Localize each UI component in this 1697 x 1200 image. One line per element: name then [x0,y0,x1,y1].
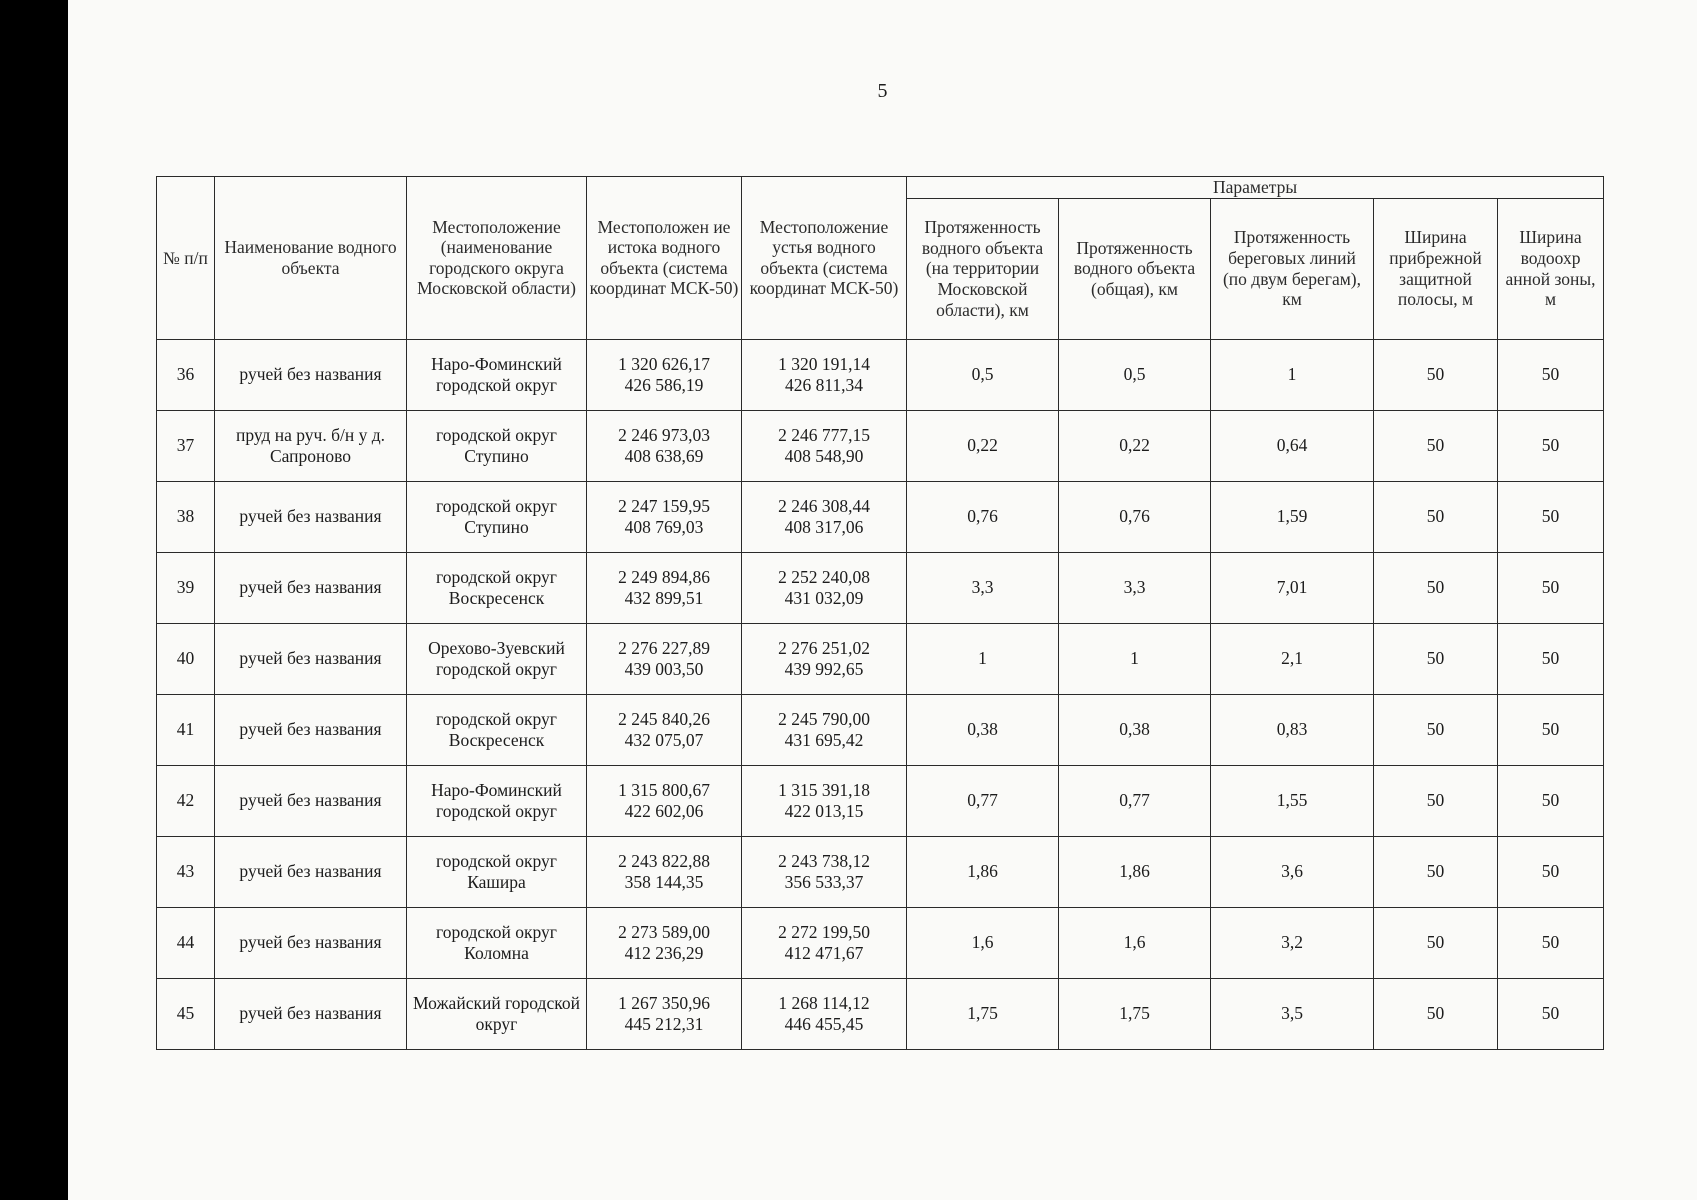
header-protection-zone: Ширина водоохр анной зоны, м [1498,198,1604,339]
document-page [68,0,1697,1200]
header-params-group: Параметры [907,177,1604,199]
cell-shore-length: 3,5 [1211,978,1374,1049]
cell-shore-length: 0,83 [1211,694,1374,765]
cell-number: 41 [157,694,215,765]
mouth-coord-2: 356 533,37 [784,871,864,892]
cell-location: городской округ Воскресенск [407,552,587,623]
cell-coastal-strip: 50 [1374,907,1498,978]
header-length-region: Протяженность водного объекта (на территории Московской области), км [907,198,1059,339]
cell-source [587,410,742,481]
cell-length-region: 0,38 [907,694,1059,765]
cell-location: Орехово-Зуевский городской округ [407,623,587,694]
source-coord-1: 1 320 626,17 [618,354,710,374]
cell-length-total: 1,75 [1059,978,1211,1049]
cell-length-region: 0,5 [907,339,1059,410]
cell-shore-length: 1,55 [1211,765,1374,836]
cell-location: городской округ Кашира [407,836,587,907]
cell-length-region: 0,77 [907,765,1059,836]
cell-length-region: 0,76 [907,481,1059,552]
cell-number: 43 [157,836,215,907]
cell-mouth [742,339,907,410]
source-coord-2: 408 638,69 [624,445,704,466]
scan-black-edge [0,0,68,1200]
cell-location: городской округ Воскресенск [407,694,587,765]
source-coord-2: 422 602,06 [624,800,704,821]
cell-source [587,339,742,410]
cell-coastal-strip: 50 [1374,765,1498,836]
table-row [157,339,1604,410]
table-row [157,978,1604,1049]
table-row [157,765,1604,836]
cell-source [587,836,742,907]
source-coord-2: 432 899,51 [624,587,704,608]
mouth-coord-1: 2 243 738,12 [778,851,870,871]
cell-source [587,481,742,552]
mouth-coord-1: 1 320 191,14 [778,354,870,374]
cell-number: 40 [157,623,215,694]
cell-length-total: 0,76 [1059,481,1211,552]
mouth-coord-1: 1 315 391,18 [778,780,870,800]
page-number: 5 [877,80,888,102]
cell-number: 36 [157,339,215,410]
table-row [157,481,1604,552]
cell-mouth [742,552,907,623]
cell-location: городской округ Ступино [407,481,587,552]
cell-name: ручей без названия [215,623,407,694]
cell-coastal-strip: 50 [1374,836,1498,907]
cell-length-total: 1,86 [1059,836,1211,907]
cell-mouth [742,978,907,1049]
cell-source [587,765,742,836]
source-coord-2: 412 236,29 [624,942,704,963]
cell-protection-zone: 50 [1498,978,1604,1049]
cell-length-region: 0,22 [907,410,1059,481]
cell-mouth [742,410,907,481]
cell-name: ручей без названия [215,694,407,765]
cell-location: Наро-Фоминский городской округ [407,339,587,410]
mouth-coord-2: 412 471,67 [784,942,864,963]
cell-shore-length: 0,64 [1211,410,1374,481]
cell-length-total: 1,6 [1059,907,1211,978]
cell-protection-zone: 50 [1498,765,1604,836]
source-coord-1: 2 245 840,26 [618,709,710,729]
cell-number: 42 [157,765,215,836]
cell-coastal-strip: 50 [1374,694,1498,765]
source-coord-1: 2 247 159,95 [618,496,710,516]
cell-mouth [742,623,907,694]
mouth-coord-1: 2 252 240,08 [778,567,870,587]
mouth-coord-1: 2 245 790,00 [778,709,870,729]
cell-coastal-strip: 50 [1374,552,1498,623]
source-coord-2: 408 769,03 [624,516,704,537]
cell-location: городской округ Коломна [407,907,587,978]
mouth-coord-2: 431 032,09 [784,587,864,608]
cell-shore-length: 1 [1211,339,1374,410]
cell-location: городской округ Ступино [407,410,587,481]
cell-name: ручей без названия [215,907,407,978]
mouth-coord-2: 439 992,65 [784,658,864,679]
table-row [157,694,1604,765]
mouth-coord-2: 426 811,34 [784,374,864,395]
cell-number: 37 [157,410,215,481]
mouth-coord-2: 431 695,42 [784,729,864,750]
header-location: Местоположение (наименование городского округа Московской области) [407,177,587,340]
cell-coastal-strip: 50 [1374,339,1498,410]
cell-coastal-strip: 50 [1374,623,1498,694]
header-name: Наименование водного объекта [215,177,407,340]
cell-name: ручей без названия [215,339,407,410]
source-coord-1: 2 273 589,00 [618,922,710,942]
mouth-coord-1: 2 246 308,44 [778,496,870,516]
cell-mouth [742,481,907,552]
cell-mouth [742,694,907,765]
source-coord-1: 2 243 822,88 [618,851,710,871]
cell-name: ручей без названия [215,765,407,836]
table-row [157,836,1604,907]
cell-length-total: 3,3 [1059,552,1211,623]
cell-number: 38 [157,481,215,552]
cell-mouth [742,765,907,836]
cell-source [587,552,742,623]
mouth-coord-1: 2 272 199,50 [778,922,870,942]
cell-length-total: 0,5 [1059,339,1211,410]
cell-mouth [742,836,907,907]
cell-protection-zone: 50 [1498,623,1604,694]
cell-length-total: 0,22 [1059,410,1211,481]
source-coord-2: 432 075,07 [624,729,704,750]
cell-length-region: 1,6 [907,907,1059,978]
cell-length-region: 1 [907,623,1059,694]
cell-number: 45 [157,978,215,1049]
cell-protection-zone: 50 [1498,552,1604,623]
source-coord-1: 2 249 894,86 [618,567,710,587]
cell-number: 44 [157,907,215,978]
cell-protection-zone: 50 [1498,410,1604,481]
cell-protection-zone: 50 [1498,339,1604,410]
header-source: Местоположен ие истока водного объекта (система координат МСК-50) [587,177,742,340]
cell-protection-zone: 50 [1498,694,1604,765]
cell-name: ручей без названия [215,978,407,1049]
mouth-coord-1: 2 276 251,02 [778,638,870,658]
mouth-coord-2: 408 548,90 [784,445,864,466]
cell-shore-length: 2,1 [1211,623,1374,694]
cell-location: Можайский городской округ [407,978,587,1049]
header-coastal-strip: Ширина прибрежной защитной полосы, м [1374,198,1498,339]
source-coord-2: 358 144,35 [624,871,704,892]
cell-protection-zone: 50 [1498,907,1604,978]
cell-length-total: 0,77 [1059,765,1211,836]
cell-coastal-strip: 50 [1374,978,1498,1049]
source-coord-1: 1 315 800,67 [618,780,710,800]
header-mouth: Местоположение устья водного объекта (система координат МСК-50) [742,177,907,340]
cell-source [587,694,742,765]
source-coord-2: 445 212,31 [624,1013,704,1034]
cell-protection-zone: 50 [1498,481,1604,552]
water-bodies-table [156,176,1604,1050]
cell-name: ручей без названия [215,552,407,623]
cell-location: Наро-Фоминский городской округ [407,765,587,836]
cell-source [587,623,742,694]
cell-name: ручей без названия [215,836,407,907]
header-length-total: Протяженность водного объекта (общая), км [1059,198,1211,339]
mouth-coord-1: 1 268 114,12 [778,993,870,1013]
cell-number: 39 [157,552,215,623]
mouth-coord-2: 408 317,06 [784,516,864,537]
table-row [157,907,1604,978]
cell-length-region: 1,86 [907,836,1059,907]
cell-source [587,978,742,1049]
cell-length-total: 0,38 [1059,694,1211,765]
cell-name: ручей без названия [215,481,407,552]
source-coord-1: 1 267 350,96 [618,993,710,1013]
cell-protection-zone: 50 [1498,836,1604,907]
table-row [157,410,1604,481]
cell-length-region: 1,75 [907,978,1059,1049]
cell-shore-length: 3,6 [1211,836,1374,907]
cell-coastal-strip: 50 [1374,410,1498,481]
cell-shore-length: 7,01 [1211,552,1374,623]
cell-shore-length: 1,59 [1211,481,1374,552]
cell-length-total: 1 [1059,623,1211,694]
cell-coastal-strip: 50 [1374,481,1498,552]
source-coord-1: 2 246 973,03 [618,425,710,445]
source-coord-2: 426 586,19 [624,374,704,395]
cell-mouth [742,907,907,978]
table-row [157,552,1604,623]
mouth-coord-2: 422 013,15 [784,800,864,821]
cell-name: пруд на руч. б/н у д. Сапроново [215,410,407,481]
table-row [157,623,1604,694]
header-number: № п/п [157,177,215,340]
cell-shore-length: 3,2 [1211,907,1374,978]
header-shore-length: Протяженность береговых линий (по двум берегам), км [1211,198,1374,339]
source-coord-1: 2 276 227,89 [618,638,710,658]
cell-source [587,907,742,978]
mouth-coord-2: 446 455,45 [784,1013,864,1034]
source-coord-2: 439 003,50 [624,658,704,679]
cell-length-region: 3,3 [907,552,1059,623]
mouth-coord-1: 2 246 777,15 [778,425,870,445]
